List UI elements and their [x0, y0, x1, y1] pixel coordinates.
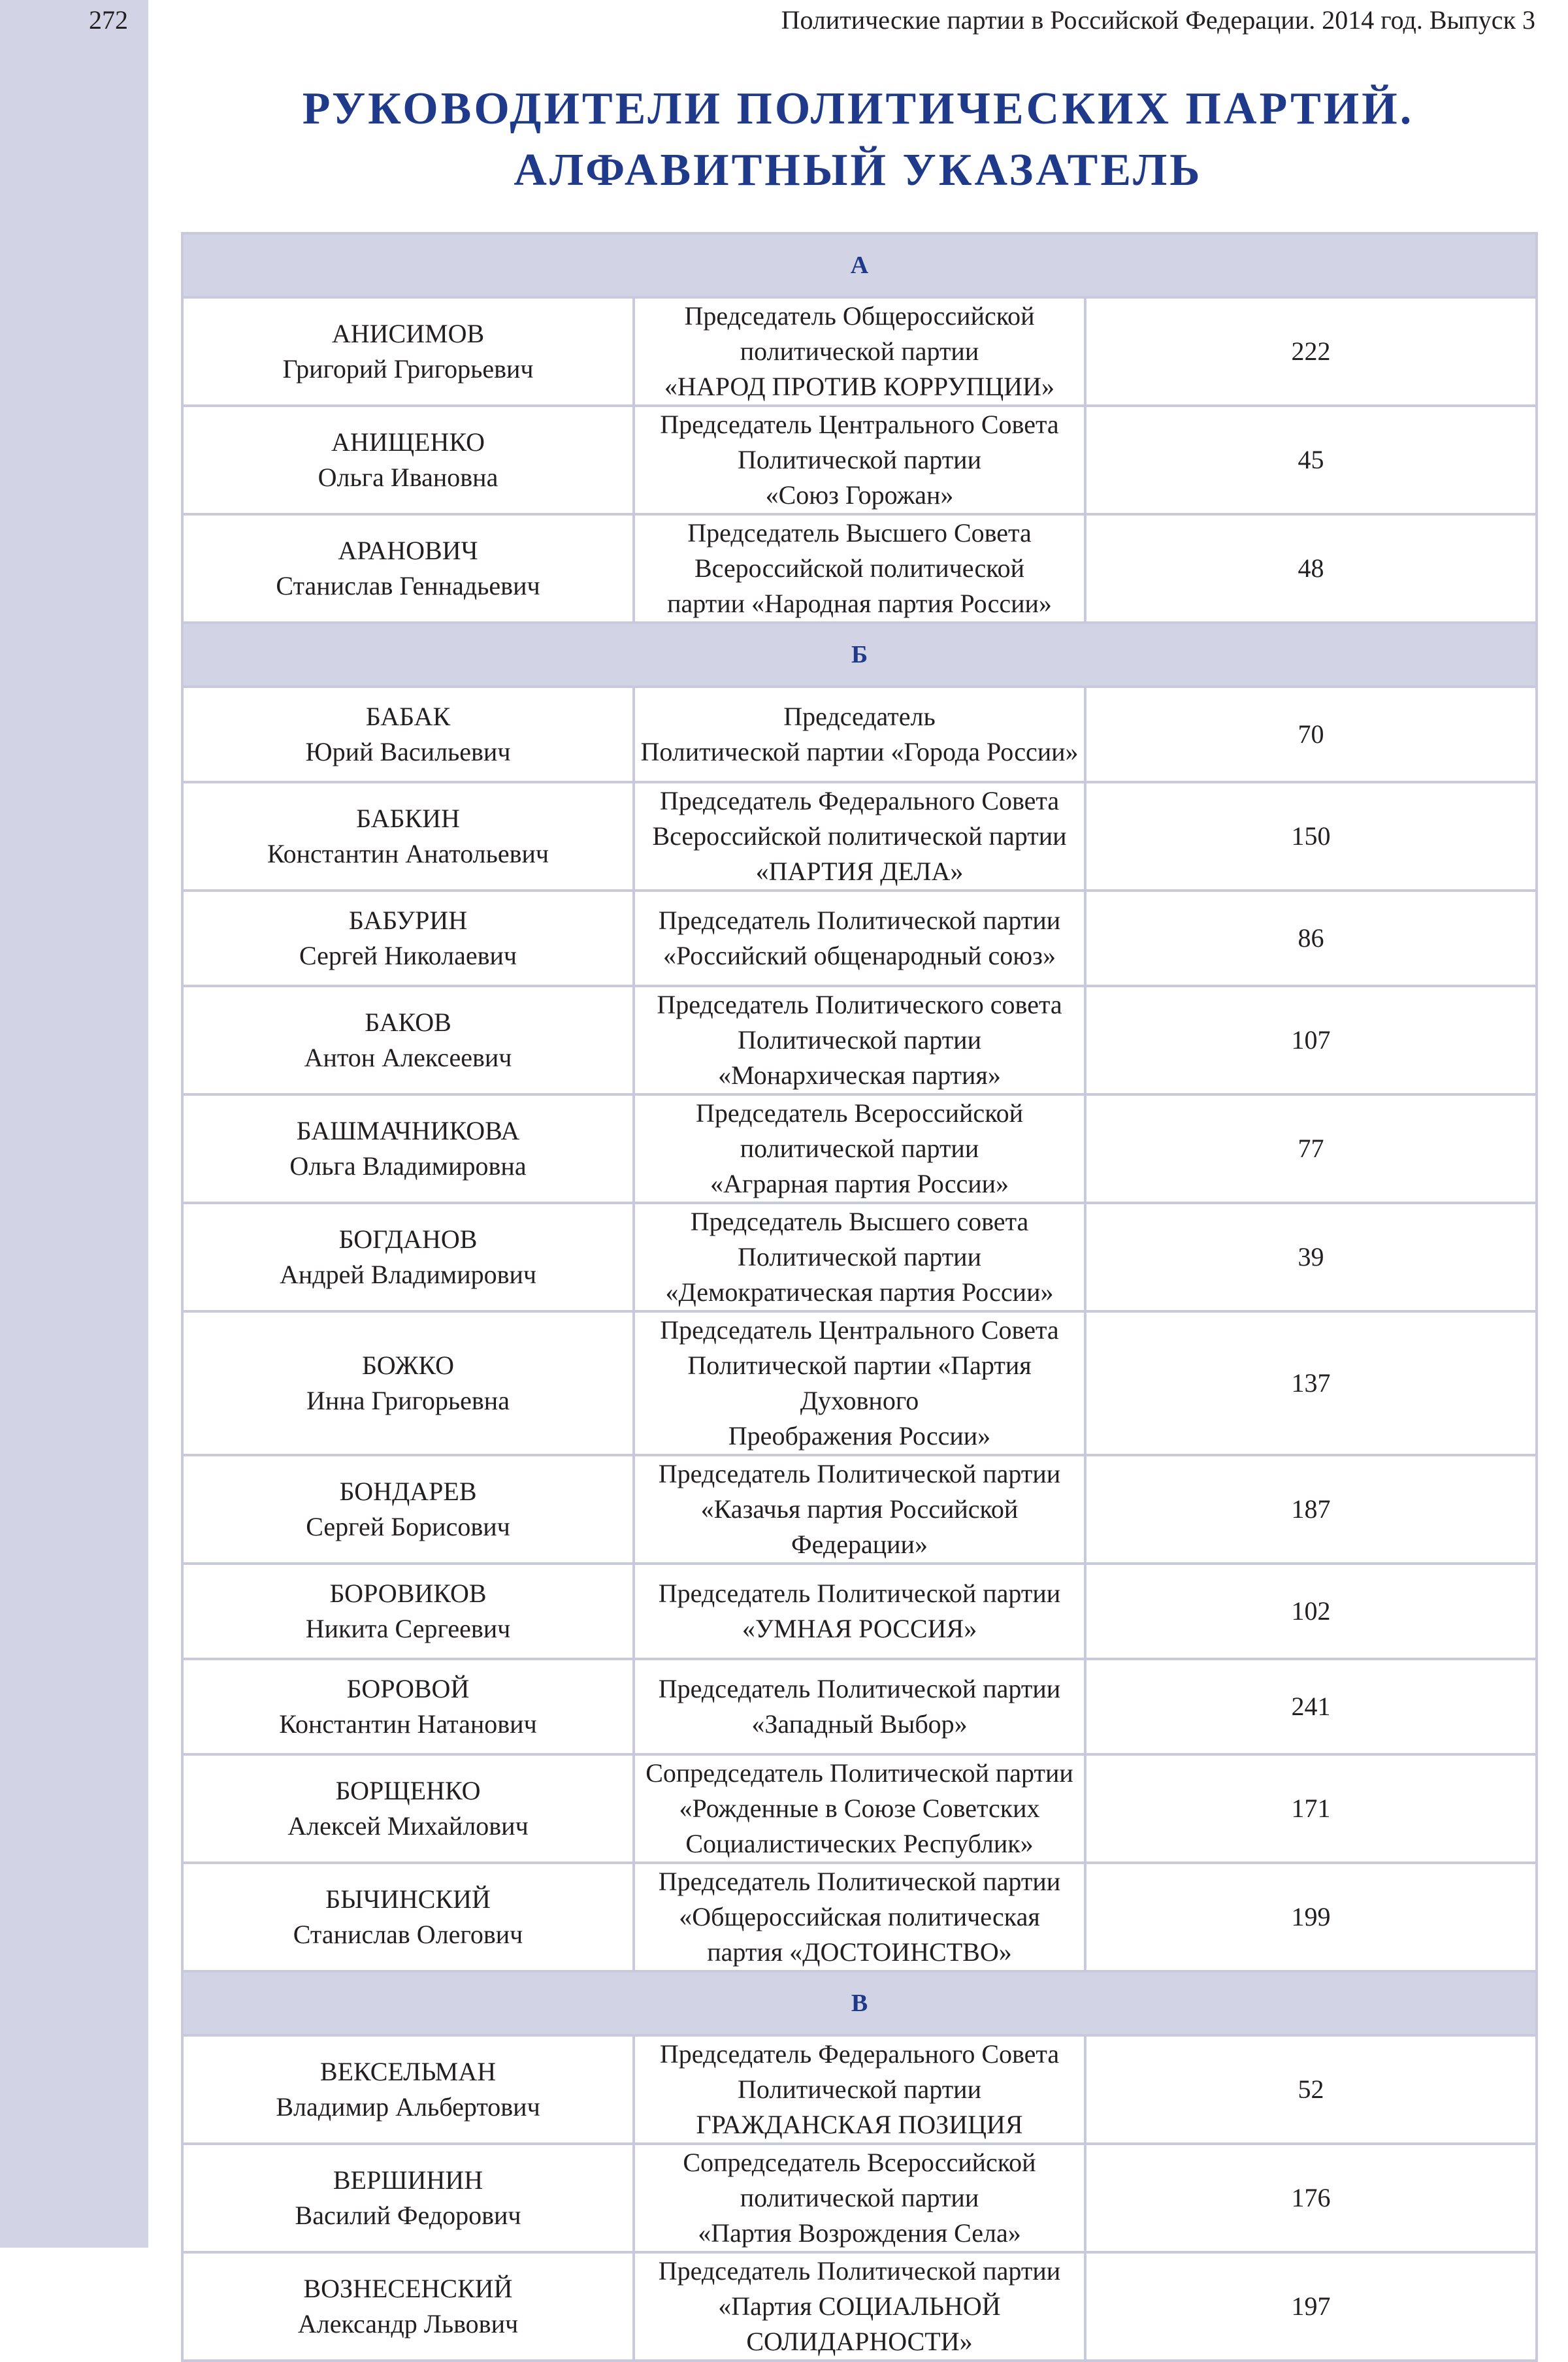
leader-surname: БОЖКО: [362, 1351, 454, 1380]
table-row: [182, 687, 1537, 782]
leader-given-names: Константин Анатольевич: [267, 839, 549, 868]
position-line: Всероссийской политической партии «ПАРТИЯ ДЕЛА»: [652, 821, 1067, 886]
page-reference: 222: [1085, 297, 1537, 406]
leader-given-names: Андрей Владимирович: [279, 1260, 537, 1289]
position-cell: [634, 1094, 1085, 1203]
leader-given-names: Юрий Васильевич: [305, 737, 511, 766]
position-line: Председатель Политической партии: [658, 2256, 1061, 2286]
leader-name-cell: [182, 1754, 634, 1863]
section-letter: Б: [182, 623, 1537, 687]
leader-surname: БЫЧИНСКИЙ: [325, 1884, 491, 1914]
position-line: «Общероссийская политическая партия «ДОСТОИНСТВО»: [679, 1902, 1040, 1967]
leader-surname: ВЕКСЕЛЬМАН: [319, 2057, 497, 2086]
table-row: [182, 986, 1537, 1094]
page-reference: 77: [1085, 1094, 1537, 1203]
leader-given-names: Сергей Борисович: [306, 1512, 510, 1541]
leader-surname: БОРЩЕНКО: [335, 1776, 481, 1805]
leader-name-cell: [182, 986, 634, 1094]
leader-given-names: Антон Алексеевич: [304, 1043, 512, 1072]
leader-name-cell: [182, 2144, 634, 2252]
table-row: [182, 1863, 1537, 1971]
page-reference: 86: [1085, 891, 1537, 986]
section-letter-row: [182, 623, 1537, 687]
leader-given-names: Сергей Николаевич: [299, 941, 517, 970]
table-row: [182, 1754, 1537, 1863]
position-cell: [634, 2252, 1085, 2361]
position-line: Председатель Федерального Совета: [659, 786, 1060, 815]
page-title-line-2: АЛФАВИТНЫЙ УКАЗАТЕЛЬ: [514, 145, 1203, 195]
page-reference: 171: [1085, 1754, 1537, 1863]
position-cell: [634, 297, 1085, 406]
side-band: [0, 0, 148, 2248]
table-row: [182, 2252, 1537, 2361]
leader-surname: БАБКИН: [356, 804, 460, 833]
position-cell: [634, 782, 1085, 891]
page-reference: 176: [1085, 2144, 1537, 2252]
leader-name-cell: [182, 1659, 634, 1754]
section-letter: В: [182, 1971, 1537, 2035]
leader-name-cell: [182, 2035, 634, 2144]
table-row: [182, 1564, 1537, 1659]
position-cell: [634, 986, 1085, 1094]
position-line: Председатель Всероссийской политической партии: [696, 1098, 1023, 1163]
position-line: Политической партии «Партия Духовного: [687, 1351, 1032, 1415]
page-reference: 45: [1085, 406, 1537, 514]
position-cell: [634, 1564, 1085, 1659]
leader-given-names: Станислав Олегович: [293, 1920, 523, 1949]
leader-surname: БАШМАЧНИКОВА: [296, 1116, 520, 1145]
leader-name-cell: [182, 1455, 634, 1564]
leader-name-cell: [182, 297, 634, 406]
leader-given-names: Василий Федорович: [295, 2201, 521, 2230]
table-row: [182, 2144, 1537, 2252]
leader-given-names: Владимир Альбертович: [276, 2092, 540, 2122]
position-line: «УМНАЯ РОССИЯ»: [742, 1614, 977, 1643]
leaders-index-table: [181, 232, 1538, 2362]
leader-name-cell: [182, 1863, 634, 1971]
leader-surname: АНИЩЕНКО: [331, 427, 485, 457]
position-line: Председатель Общероссийской политической партии: [684, 301, 1035, 366]
position-line: Председатель: [783, 702, 936, 731]
page-reference: 199: [1085, 1863, 1537, 1971]
position-line: Председатель Политической партии: [658, 906, 1061, 935]
page-reference: 70: [1085, 687, 1537, 782]
position-line: Председатель Центрального Совета: [660, 1315, 1059, 1345]
page-reference: 52: [1085, 2035, 1537, 2144]
leader-name-cell: [182, 1311, 634, 1455]
leader-surname: БОРОВОЙ: [346, 1674, 470, 1703]
leader-given-names: Станислав Геннадьевич: [276, 571, 540, 600]
page-reference: 241: [1085, 1659, 1537, 1754]
table-row: [182, 782, 1537, 891]
leader-name-cell: [182, 1094, 634, 1203]
table-row: [182, 2035, 1537, 2144]
page-reference: 102: [1085, 1564, 1537, 1659]
page-reference: 39: [1085, 1203, 1537, 1311]
position-cell: [634, 1203, 1085, 1311]
page-reference: 137: [1085, 1311, 1537, 1455]
table-row: [182, 406, 1537, 514]
leader-name-cell: [182, 687, 634, 782]
table-row: [182, 1203, 1537, 1311]
position-line: «Демократическая партия России»: [665, 1277, 1054, 1307]
position-cell: [634, 2035, 1085, 2144]
page-reference: 48: [1085, 514, 1537, 623]
leader-name-cell: [182, 514, 634, 623]
leader-surname: БОНДАРЕВ: [339, 1477, 477, 1506]
position-line: Председатель Федерального Совета: [659, 2039, 1060, 2069]
page-reference: 107: [1085, 986, 1537, 1094]
page-reference: 150: [1085, 782, 1537, 891]
leader-surname: АНИСИМОВ: [331, 319, 485, 348]
page-title: [148, 78, 1568, 201]
position-line: Председатель Высшего Совета Всероссийской политической: [687, 518, 1032, 583]
position-line: «Аграрная партия России»: [710, 1169, 1009, 1198]
table-row: [182, 1311, 1537, 1455]
position-line: «Партия Возрождения Села»: [698, 2218, 1021, 2248]
table-row: [182, 1659, 1537, 1754]
leader-given-names: Ольга Владимировна: [289, 1151, 527, 1181]
page-reference: 187: [1085, 1455, 1537, 1564]
position-line: Преображения России»: [728, 1421, 991, 1451]
section-letter-row: [182, 233, 1537, 297]
position-line: Председатель Политической партии: [658, 1459, 1061, 1488]
position-line: Председатель Политической партии: [658, 1579, 1061, 1608]
position-line: «Партия СОЦИАЛЬНОЙ СОЛИДАРНОСТИ»: [718, 2291, 1001, 2356]
position-line: «Рожденные в Союзе Советских Социалистических Республик»: [679, 1794, 1040, 1858]
leader-given-names: Алексей Михайлович: [287, 1811, 529, 1841]
position-line: «Монархическая партия»: [718, 1060, 1001, 1090]
leader-given-names: Инна Григорьевна: [306, 1386, 510, 1415]
leader-surname: БОГДАНОВ: [338, 1224, 478, 1254]
position-line: «Западный Выбор»: [751, 1709, 968, 1739]
position-cell: [634, 687, 1085, 782]
position-line: Председатель Политического совета Политической партии: [657, 990, 1062, 1055]
position-line: «НАРОД ПРОТИВ КОРРУПЦИИ»: [664, 372, 1055, 401]
position-cell: [634, 1455, 1085, 1564]
position-line: Политической партии ГРАЖДАНСКАЯ ПОЗИЦИЯ: [696, 2075, 1023, 2139]
position-line: «Казачья партия Российской Федерации»: [700, 1494, 1019, 1559]
position-cell: [634, 406, 1085, 514]
section-letter: А: [182, 233, 1537, 297]
leader-surname: ВЕРШИНИН: [333, 2165, 483, 2195]
table-row: [182, 297, 1537, 406]
leader-surname: АРАНОВИЧ: [338, 536, 478, 565]
position-line: «Союз Горожан»: [765, 480, 954, 510]
leader-name-cell: [182, 891, 634, 986]
position-line: Председатель Центрального Совета Политической партии: [660, 410, 1059, 474]
position-cell: [634, 1311, 1085, 1455]
leader-name-cell: [182, 782, 634, 891]
table-row: [182, 514, 1537, 623]
running-header: Политические партии в Российской Федерации. 2014 год. Выпуск 3: [781, 5, 1535, 35]
position-line: Председатель Высшего совета Политической партии: [690, 1207, 1029, 1271]
position-cell: [634, 1659, 1085, 1754]
position-cell: [634, 891, 1085, 986]
position-line: Сопредседатель Политической партии: [645, 1758, 1073, 1788]
leader-name-cell: [182, 1203, 634, 1311]
table-row: [182, 1455, 1537, 1564]
leader-given-names: Григорий Григорьевич: [282, 354, 534, 384]
leader-surname: ВОЗНЕСЕНСКИЙ: [303, 2274, 513, 2303]
leader-surname: БАБУРИН: [348, 906, 468, 935]
leader-name-cell: [182, 406, 634, 514]
leader-surname: БАБАК: [365, 702, 451, 731]
position-cell: [634, 514, 1085, 623]
position-line: Председатель Политической партии: [658, 1867, 1061, 1896]
position-line: Сопредседатель Всероссийской политической партии: [683, 2148, 1036, 2212]
table-row: [182, 891, 1537, 986]
leader-given-names: Никита Сергеевич: [305, 1614, 511, 1643]
leader-surname: БОРОВИКОВ: [329, 1579, 487, 1608]
leader-surname: БАКОВ: [365, 1008, 451, 1037]
leader-name-cell: [182, 2252, 634, 2361]
section-letter-row: [182, 1971, 1537, 2035]
table-row: [182, 1094, 1537, 1203]
position-line: «Российский общенародный союз»: [663, 941, 1056, 970]
leader-given-names: Александр Львович: [297, 2309, 519, 2338]
position-line: Председатель Политической партии: [658, 1674, 1061, 1703]
leader-name-cell: [182, 1564, 634, 1659]
page-title-line-1: РУКОВОДИТЕЛИ ПОЛИТИЧЕСКИХ ПАРТИЙ.: [302, 84, 1414, 134]
position-cell: [634, 2144, 1085, 2252]
position-line: Политической партии «Города России»: [640, 737, 1079, 766]
position-line: партии «Народная партия России»: [667, 589, 1052, 618]
leader-given-names: Константин Натанович: [279, 1709, 537, 1739]
position-cell: [634, 1754, 1085, 1863]
leader-given-names: Ольга Ивановна: [318, 463, 498, 492]
page-reference: 197: [1085, 2252, 1537, 2361]
position-cell: [634, 1863, 1085, 1971]
page-number: 272: [89, 5, 128, 35]
